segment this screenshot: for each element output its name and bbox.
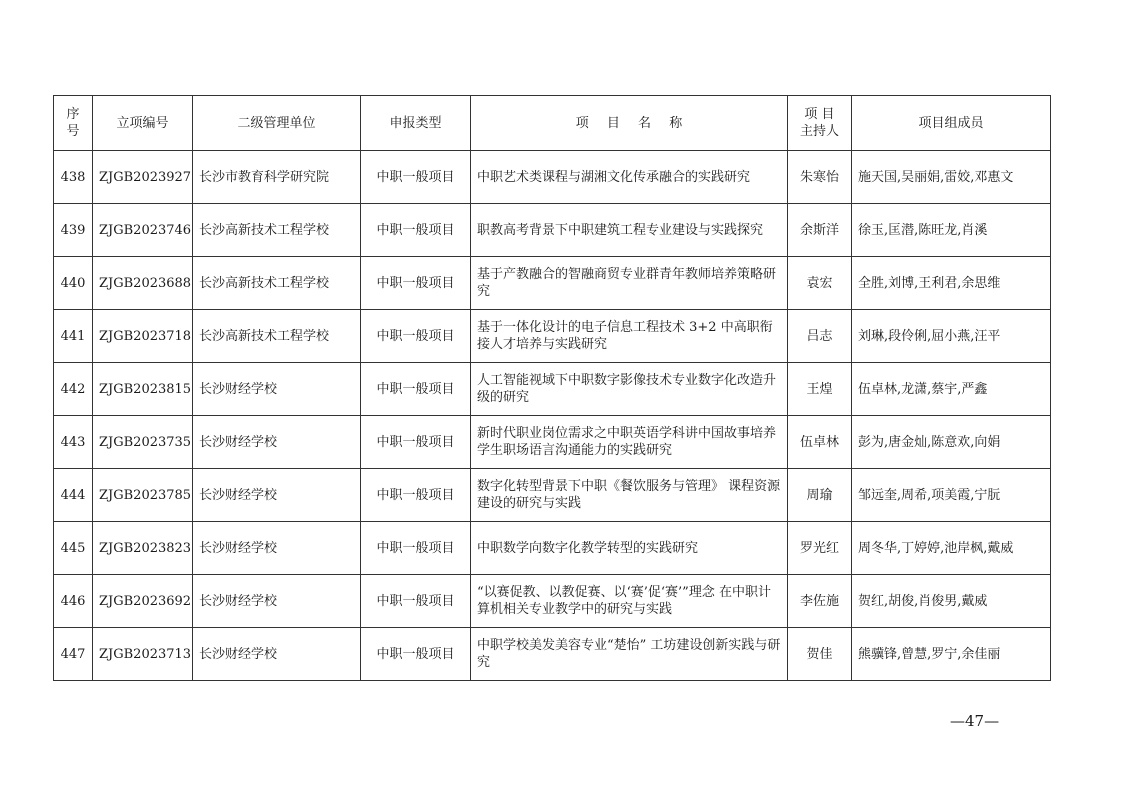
cell-host: 罗光红	[788, 522, 852, 575]
table-row	[54, 363, 1051, 416]
page-number: —47—	[950, 712, 1000, 730]
cell-unit: 长沙高新技术工程学校	[193, 257, 361, 310]
cell-code: ZJGB2023927	[93, 151, 193, 204]
cell-unit: 长沙市教育科学研究院	[193, 151, 361, 204]
table-row	[54, 257, 1051, 310]
cell-type: 中职一般项目	[361, 522, 471, 575]
cell-host: 余斯洋	[788, 204, 852, 257]
cell-host: 伍卓林	[788, 416, 852, 469]
header-members: 项目组成员	[852, 96, 1051, 151]
table-body	[54, 151, 1051, 681]
cell-type: 中职一般项目	[361, 151, 471, 204]
cell-unit: 长沙财经学校	[193, 522, 361, 575]
cell-project-name: 新时代职业岗位需求之中职英语学科讲中国故事培养学生职场语言沟通能力的实践研究	[471, 416, 788, 469]
cell-unit: 长沙财经学校	[193, 363, 361, 416]
cell-seq: 438	[54, 151, 93, 204]
cell-members: 邹远奎,周希,项美霞,宁朊	[852, 469, 1051, 522]
cell-members: 彭为,唐金灿,陈意欢,向娟	[852, 416, 1051, 469]
cell-unit: 长沙财经学校	[193, 575, 361, 628]
cell-type: 中职一般项目	[361, 469, 471, 522]
cell-seq: 444	[54, 469, 93, 522]
cell-host: 袁宏	[788, 257, 852, 310]
cell-seq: 440	[54, 257, 93, 310]
cell-type: 中职一般项目	[361, 257, 471, 310]
cell-unit: 长沙高新技术工程学校	[193, 310, 361, 363]
cell-code: ZJGB2023735	[93, 416, 193, 469]
cell-code: ZJGB2023746	[93, 204, 193, 257]
header-host	[788, 96, 852, 151]
header-type: 申报类型	[361, 96, 471, 151]
cell-seq: 439	[54, 204, 93, 257]
table-row	[54, 310, 1051, 363]
cell-code: ZJGB2023692	[93, 575, 193, 628]
cell-members: 伍卓林,龙潇,蔡宇,严鑫	[852, 363, 1051, 416]
cell-seq: 441	[54, 310, 93, 363]
cell-members: 熊骥锋,曾慧,罗宁,余佳丽	[852, 628, 1051, 681]
cell-project-name: “以赛促教、以教促赛、以‘赛’促‘赛’”理念 在中职计算机相关专业教学中的研究与实践	[471, 575, 788, 628]
cell-code: ZJGB2023688	[93, 257, 193, 310]
cell-code: ZJGB2023713	[93, 628, 193, 681]
cell-members: 施天国,吴丽娟,雷姣,邓惠文	[852, 151, 1051, 204]
header-name-label: 项 目 名 称	[575, 115, 683, 131]
cell-type: 中职一般项目	[361, 363, 471, 416]
cell-host: 李佐施	[788, 575, 852, 628]
cell-project-name: 职教高考背景下中职建筑工程专业建设与实践探究	[471, 204, 788, 257]
cell-seq: 446	[54, 575, 93, 628]
header-host-label: 项 目 主持人	[799, 107, 839, 139]
cell-unit: 长沙财经学校	[193, 416, 361, 469]
cell-members: 贺红,胡俊,肖俊男,戴威	[852, 575, 1051, 628]
table-row	[54, 416, 1051, 469]
table-row	[54, 151, 1051, 204]
cell-host: 吕志	[788, 310, 852, 363]
cell-project-name: 基于产教融合的智融商贸专业群青年教师培养策略研究	[471, 257, 788, 310]
cell-project-name: 中职学校美发美容专业“楚怡” 工坊建设创新实践与研究	[471, 628, 788, 681]
cell-seq: 447	[54, 628, 93, 681]
cell-members: 周冬华,丁婷婷,池岸枫,戴威	[852, 522, 1051, 575]
cell-seq: 443	[54, 416, 93, 469]
table-row	[54, 469, 1051, 522]
cell-members: 全胜,刘博,王利君,余思维	[852, 257, 1051, 310]
cell-unit: 长沙财经学校	[193, 469, 361, 522]
cell-project-name: 人工智能视域下中职数字影像技术专业数字化改造升级的研究	[471, 363, 788, 416]
header-row	[54, 96, 1051, 151]
cell-unit: 长沙高新技术工程学校	[193, 204, 361, 257]
cell-host: 朱寒怡	[788, 151, 852, 204]
cell-type: 中职一般项目	[361, 416, 471, 469]
cell-project-name: 基于一体化设计的电子信息工程技术 3+2 中高职衔接人才培养与实践研究	[471, 310, 788, 363]
cell-type: 中职一般项目	[361, 310, 471, 363]
table-row	[54, 575, 1051, 628]
cell-code: ZJGB2023718	[93, 310, 193, 363]
header-name	[471, 96, 788, 151]
cell-type: 中职一般项目	[361, 204, 471, 257]
table-row	[54, 628, 1051, 681]
cell-code: ZJGB2023823	[93, 522, 193, 575]
cell-type: 中职一般项目	[361, 575, 471, 628]
table-row	[54, 204, 1051, 257]
table-row	[54, 522, 1051, 575]
cell-unit: 长沙财经学校	[193, 628, 361, 681]
cell-seq: 445	[54, 522, 93, 575]
cell-host: 王煌	[788, 363, 852, 416]
cell-seq: 442	[54, 363, 93, 416]
header-code: 立项编号	[93, 96, 193, 151]
header-unit: 二级管理单位	[193, 96, 361, 151]
cell-host: 周瑜	[788, 469, 852, 522]
cell-project-name: 数字化转型背景下中职《餐饮服务与管理》 课程资源建设的研究与实践	[471, 469, 788, 522]
cell-project-name: 中职数学向数字化教学转型的实践研究	[471, 522, 788, 575]
cell-host: 贺佳	[788, 628, 852, 681]
header-seq-label: 序 号	[66, 107, 80, 139]
cell-project-name: 中职艺术类课程与湖湘文化传承融合的实践研究	[471, 151, 788, 204]
cell-members: 刘琳,段伶俐,屈小燕,汪平	[852, 310, 1051, 363]
header-seq	[54, 96, 93, 151]
cell-type: 中职一般项目	[361, 628, 471, 681]
cell-members: 徐玉,匡潜,陈旺龙,肖溪	[852, 204, 1051, 257]
cell-code: ZJGB2023785	[93, 469, 193, 522]
project-table	[53, 95, 1051, 681]
cell-code: ZJGB2023815	[93, 363, 193, 416]
